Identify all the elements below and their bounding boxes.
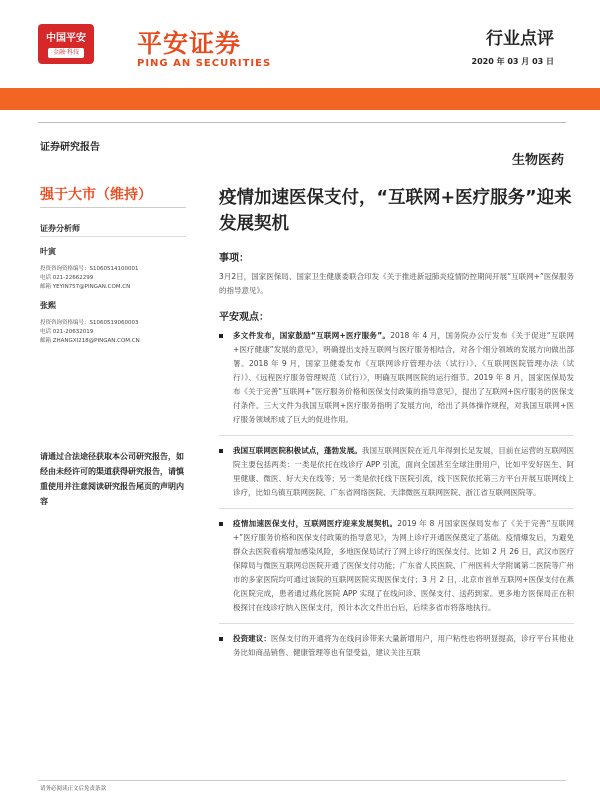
bullet-item bbox=[219, 444, 574, 500]
footer-text: 请务必阅读正文后免责条款 bbox=[40, 786, 107, 792]
brand-name: 平安证券 bbox=[137, 29, 242, 58]
analyst-email[interactable]: 邮箱 YEYIN757@PINGAN.COM.CN bbox=[40, 284, 131, 290]
event-heading: 事项： bbox=[219, 253, 249, 264]
bullet-lead: 多文件发布，国家鼓励“互联网+医疗服务”。 bbox=[233, 331, 391, 340]
analyst-name: 叶寅 bbox=[40, 247, 56, 256]
logo-badge-sub: 金融·科技 bbox=[48, 48, 84, 58]
industry-label: 生物医药 bbox=[511, 153, 564, 168]
analyst-email[interactable]: 邮箱 ZHANGXI218@PINGAN.COM.CN bbox=[40, 338, 140, 344]
bullet-text: 2018 年 4 月，国务院办公厅发布《关于促进“互联网+医疗健康”发展的意见》，明确提出支持互联网与医疗服务相结合，对各个细分领域的发展方向做出部署。2018 年 9 月，国家卫健委发布《互联网诊疗管理办法（试行）》、《互联网医院管理办法（试行）》、《远程医疗服务管理规范（试行）》，明确互联网医院的运行细节。2019 年 8 月，国家医保局发布《关于完善“互联网+”医疗服务价格和医保支付政策的指导意见》，提出了互联网+医疗服务的医保支付条件。三大文件为我国互联网+医疗服务指明了发展方向，给出了具体操作规程，对我国互联网+医疗服务领域形成了巨大的促进作用。 bbox=[233, 331, 574, 424]
brand-name-english: PING AN SECURITIES bbox=[137, 58, 272, 69]
bullet-divider bbox=[219, 435, 574, 436]
view-heading: 平安观点： bbox=[219, 312, 269, 323]
disclaimer-text: 请通过合法途径获取本公司研究报告，如经由未经许可的渠道获得研究报告，请慎重使用并注意阅读研究报告尾页的声明内容 bbox=[40, 452, 184, 506]
bullet-item bbox=[219, 329, 574, 427]
bullet-marker bbox=[219, 449, 223, 453]
rating-label: 强于大市（维持） bbox=[40, 187, 152, 203]
bullet-lead: 疫情加速医保支付，互联网医疗迎来发展契机。 bbox=[233, 519, 398, 528]
header-rule bbox=[38, 122, 566, 123]
orange-divider-bar bbox=[0, 88, 600, 110]
analyst-license: 投资咨询资格编号：S1060519060003 bbox=[40, 320, 139, 326]
report-header bbox=[0, 0, 600, 88]
sidebar-rule bbox=[40, 207, 186, 208]
analyst-card bbox=[40, 246, 190, 292]
report-title: 疫情加速医保支付，“互联网+医疗服务”迎来发展契机 bbox=[219, 188, 572, 234]
bullet-text: 我国互联网医院在近几年得到长足发展，目前在运营的互联网医院主要包括两类：一类是依托在线诊疗 APP 引流，面向全国甚至全球注册用户，比如平安好医生、阿里健康、微医、好大夫在线等；另一类是依托线下医院引流，线下医院依托第三方平台开展互联网线上诊疗，比如乌镇互联网医院、广东省网络医院、天津微医互联网医院、浙江省互联网医院等。 bbox=[233, 446, 575, 497]
report-type: 行业点评 bbox=[486, 29, 554, 49]
bullet-item bbox=[219, 632, 574, 660]
analyst-license: 投资咨询资格编号：S1060514100001 bbox=[40, 266, 139, 272]
footer-rule bbox=[38, 780, 566, 781]
bullet-item bbox=[219, 517, 574, 615]
analyst-name: 张熙 bbox=[40, 301, 56, 310]
analyst-card bbox=[40, 300, 190, 346]
analyst-rule bbox=[40, 236, 186, 237]
bullet-divider bbox=[219, 623, 574, 624]
bullet-lead: 投资建议： bbox=[233, 634, 271, 643]
analyst-heading: 证券分析师 bbox=[40, 224, 80, 233]
bullet-marker bbox=[219, 637, 223, 641]
ping-an-logo bbox=[38, 24, 94, 64]
bullet-text: 2019 年 8 月国家医保局发布了《关于完善“互联网+”医疗服务价格和医保支付政策的指导意见》，为网上诊疗开通医保奠定了基础。疫情爆发后，为避免群众去医院看病增加感染风险，多地医保局试行了网上诊疗的医保支付。比如 2 月 26 日，武汉市医疗保障局与微医互联网总医院开通了医保支付功能；广东省人民医院、广州医科大学附属第二医院等广州市的多家医院均可通过该院的互联网医院实现医保支付；3 月 2 日，北京市首单互联网+医保支付在燕化医院完成，患者通过燕化医院 APP 实现了在线问诊、医保支付、送药到家。更多地方医保局正在积极探讨在线诊疗纳入医保支付，预计本次文件出台后，后续多省市将落地执行。 bbox=[233, 519, 574, 612]
logo-badge-text: 中国平安 bbox=[46, 33, 86, 44]
analyst-phone: 电话 021-22662299 bbox=[40, 275, 94, 281]
bullet-divider bbox=[219, 508, 574, 509]
bullet-lead: 我国互联网医院积极试点，蓬勃发展。 bbox=[233, 446, 362, 455]
bullet-text: 医保支付的开通将为在线问诊带来大量新增用户，用户粘性也将明显提高，诊疗平台其他业务比如商品销售、健康管理等也有望受益，建议关注互联 bbox=[233, 634, 575, 657]
report-date: 2020 年 03 月 03 日 bbox=[471, 57, 554, 66]
main-content bbox=[219, 185, 574, 668]
bullet-marker bbox=[219, 334, 223, 338]
bullet-marker bbox=[219, 522, 223, 526]
section-label: 证券研究报告 bbox=[40, 142, 100, 153]
analyst-phone: 电话 021-20632019 bbox=[40, 329, 94, 335]
event-text: 3月2日，国家医保局、国家卫生健康委联合印发《关于推进新冠肺炎疫情防控期间开展“互联网+”医保服务的指导意见》。 bbox=[219, 272, 574, 295]
